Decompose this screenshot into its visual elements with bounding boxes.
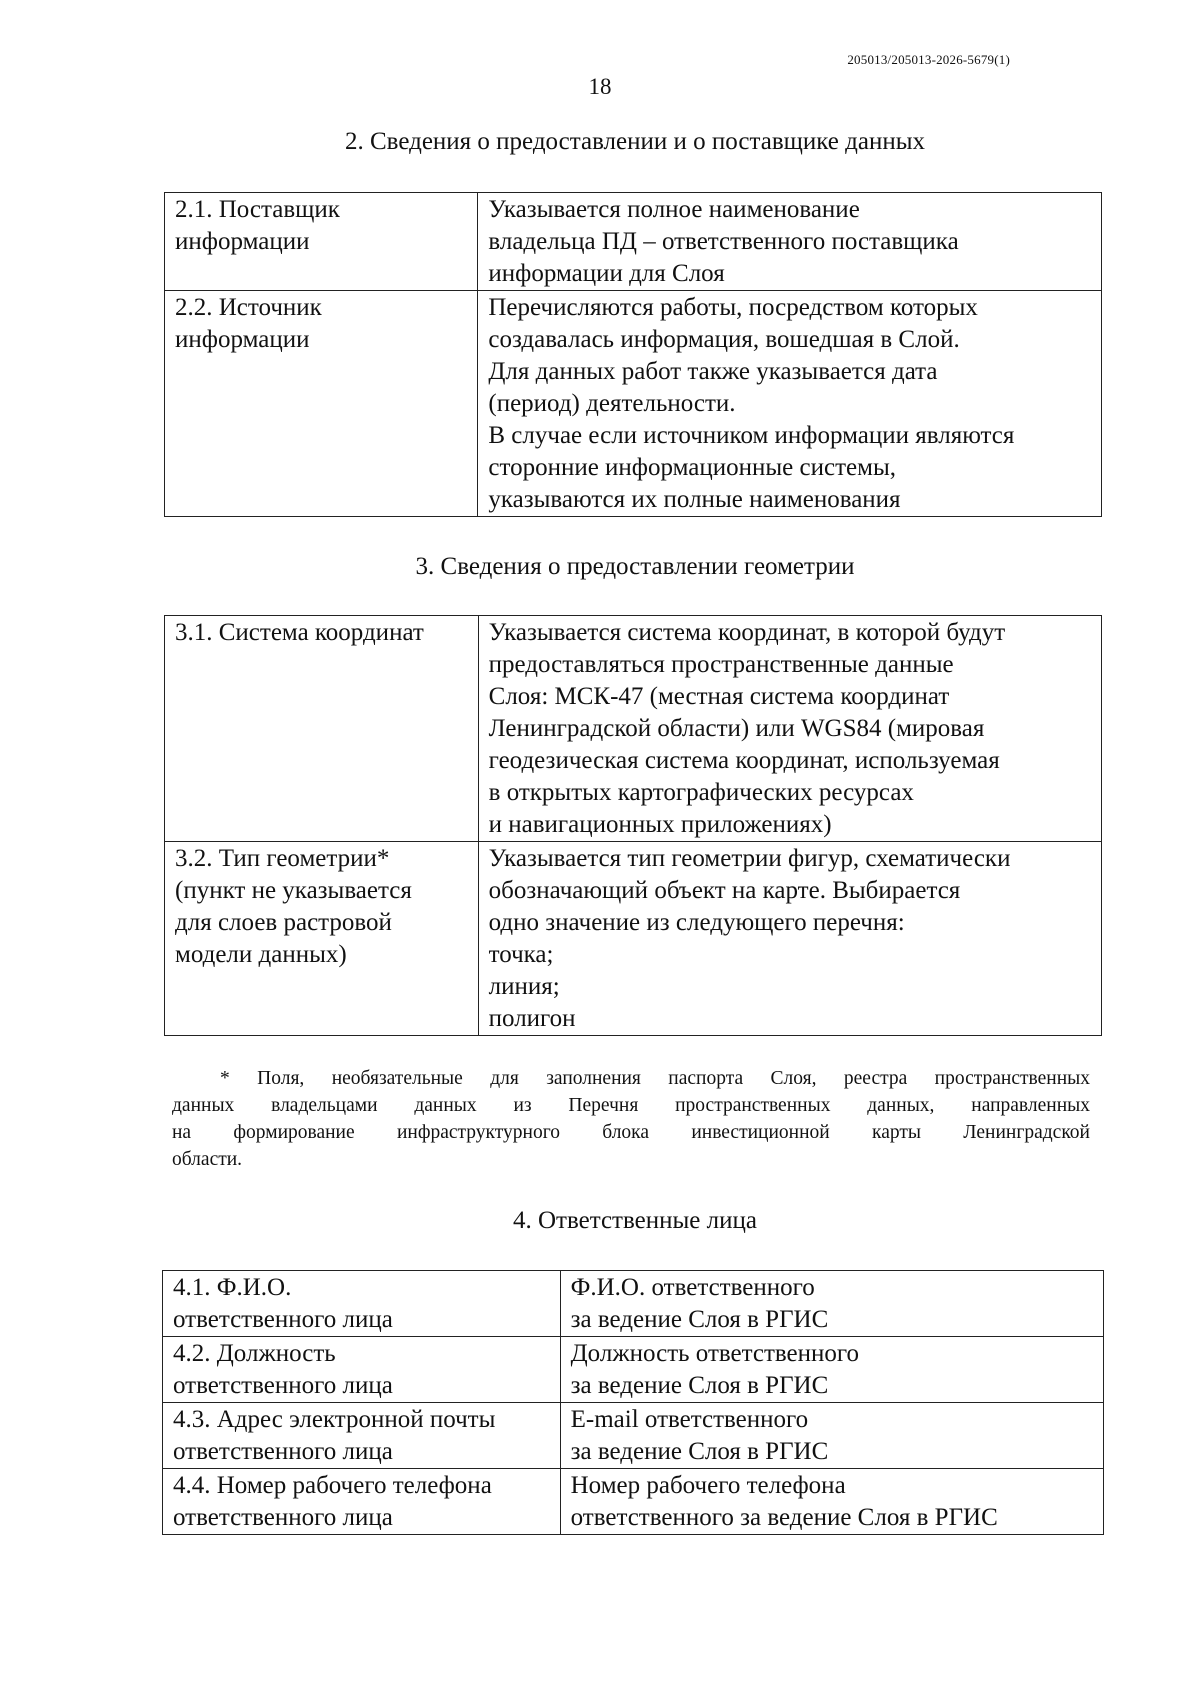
field-value-line: Должность ответственного bbox=[570, 1340, 860, 1367]
field-label-line: информации bbox=[175, 326, 310, 353]
field-label-line: ответственного лица bbox=[173, 1438, 393, 1465]
field-value-line: ответственного за ведение Слоя в РГИС bbox=[570, 1504, 998, 1531]
field-label-line: (пункт не указывается bbox=[175, 877, 412, 904]
section-3-table bbox=[164, 615, 1102, 1036]
table-row bbox=[165, 616, 1102, 842]
section-4-title: 4. Ответственные лица bbox=[513, 1207, 757, 1234]
field-value-line: в открытых картографических ресурсах bbox=[488, 779, 914, 806]
field-label-cell bbox=[163, 1469, 561, 1535]
field-value-line: сторонние информационные системы, bbox=[488, 454, 896, 481]
field-value-line: Ф.И.О. ответственного bbox=[570, 1274, 815, 1301]
table-row bbox=[163, 1469, 1104, 1535]
field-label-line: 3.2. Тип геометрии* bbox=[175, 845, 390, 872]
section-2-table bbox=[164, 192, 1102, 517]
field-label-cell bbox=[163, 1337, 561, 1403]
field-value-line: указываются их полные наименования bbox=[488, 486, 901, 513]
field-value-line: обозначающий объект на карте. Выбирается bbox=[488, 877, 961, 904]
field-label-line: 4.1. Ф.И.О. bbox=[173, 1274, 292, 1301]
field-value-line: Указывается система координат, в которой будут bbox=[488, 619, 1006, 646]
field-label-cell bbox=[165, 842, 479, 1036]
field-label-line: модели данных) bbox=[175, 941, 347, 968]
table-row bbox=[165, 193, 1102, 291]
section-3-title: 3. Сведения о предоставлении геометрии bbox=[415, 553, 855, 580]
footnote-line: на формирование инфраструктурного блока инвестиционной карты Ленинградской bbox=[172, 1122, 1090, 1143]
field-value-line: Ленинградской области) или WGS84 (мировая bbox=[488, 715, 985, 742]
field-label-line: 3.1. Система координат bbox=[175, 619, 424, 646]
field-label-line: ответственного лица bbox=[173, 1504, 393, 1531]
field-value-line: Указывается тип геометрии фигур, схематически bbox=[488, 845, 1011, 872]
table-row bbox=[165, 842, 1102, 1036]
footnote-line: * Поля, необязательные для заполнения паспорта Слоя, реестра пространственных bbox=[220, 1068, 1090, 1089]
field-value-line: (период) деятельности. bbox=[488, 390, 736, 417]
footnote-line: области. bbox=[172, 1149, 243, 1170]
field-value-cell bbox=[478, 842, 1101, 1036]
table-row bbox=[165, 291, 1102, 517]
field-value-line: E-mail ответственного bbox=[570, 1406, 809, 1433]
field-label-cell bbox=[163, 1271, 561, 1337]
document-id: 205013/205013-2026-5679(1) bbox=[847, 52, 1010, 67]
field-value-line: линия; bbox=[488, 973, 560, 1000]
field-value-line: Слоя: МСК-47 (местная система координат bbox=[488, 683, 950, 710]
footnote bbox=[172, 1065, 1090, 1173]
field-label-cell bbox=[165, 291, 478, 517]
field-value-line: точка; bbox=[488, 941, 554, 968]
field-value-line: Указывается полное наименование bbox=[488, 196, 860, 223]
field-label-line: 4.4. Номер рабочего телефона bbox=[173, 1472, 492, 1499]
field-label-line: 2.2. Источник bbox=[175, 294, 322, 321]
field-value-cell bbox=[478, 291, 1102, 517]
field-label-cell bbox=[163, 1403, 561, 1469]
field-label-line: ответственного лица bbox=[173, 1306, 393, 1333]
field-label-cell bbox=[165, 616, 479, 842]
field-value-line: Перечисляются работы, посредством которых bbox=[488, 294, 978, 321]
table-row bbox=[163, 1403, 1104, 1469]
field-label-line: ответственного лица bbox=[173, 1372, 393, 1399]
field-label-line: информации bbox=[175, 228, 310, 255]
field-label-line: 4.2. Должность bbox=[173, 1340, 336, 1367]
field-value-cell bbox=[478, 616, 1101, 842]
field-value-line: за ведение Слоя в РГИС bbox=[570, 1306, 829, 1333]
field-value-line: информации для Слоя bbox=[488, 260, 725, 287]
field-value-line: создавалась информация, вошедшая в Слой. bbox=[488, 326, 960, 353]
section-4-table bbox=[162, 1270, 1104, 1535]
field-label-cell bbox=[165, 193, 478, 291]
field-value-cell bbox=[478, 193, 1102, 291]
field-value-line: одно значение из следующего перечня: bbox=[488, 909, 905, 936]
footnote-line: данных владельцами данных из Перечня пространственных данных, направленных bbox=[172, 1095, 1090, 1116]
field-value-line: Для данных работ также указывается дата bbox=[488, 358, 938, 385]
table-row bbox=[163, 1271, 1104, 1337]
field-label-line: 4.3. Адрес электронной почты bbox=[173, 1406, 496, 1433]
field-value-line: предоставляться пространственные данные bbox=[488, 651, 954, 678]
field-value-line: и навигационных приложениях) bbox=[488, 811, 832, 838]
field-value-line: полигон bbox=[488, 1005, 576, 1032]
field-value-cell bbox=[560, 1271, 1103, 1337]
field-value-line: за ведение Слоя в РГИС bbox=[570, 1372, 829, 1399]
field-value-line: В случае если источником информации являются bbox=[488, 422, 1015, 449]
field-value-cell bbox=[560, 1469, 1103, 1535]
field-value-line: владельца ПД – ответственного поставщика bbox=[488, 228, 959, 255]
field-value-line: геодезическая система координат, используемая bbox=[488, 747, 1000, 774]
field-value-cell bbox=[560, 1403, 1103, 1469]
table-row bbox=[163, 1337, 1104, 1403]
page-number: 18 bbox=[588, 74, 612, 99]
field-value-cell bbox=[560, 1337, 1103, 1403]
field-value-line: Номер рабочего телефона bbox=[570, 1472, 846, 1499]
field-label-line: для слоев растровой bbox=[175, 909, 392, 936]
section-2-title: 2. Сведения о предоставлении и о поставщике данных bbox=[345, 128, 925, 155]
field-label-line: 2.1. Поставщик bbox=[175, 196, 340, 223]
field-value-line: за ведение Слоя в РГИС bbox=[570, 1438, 829, 1465]
